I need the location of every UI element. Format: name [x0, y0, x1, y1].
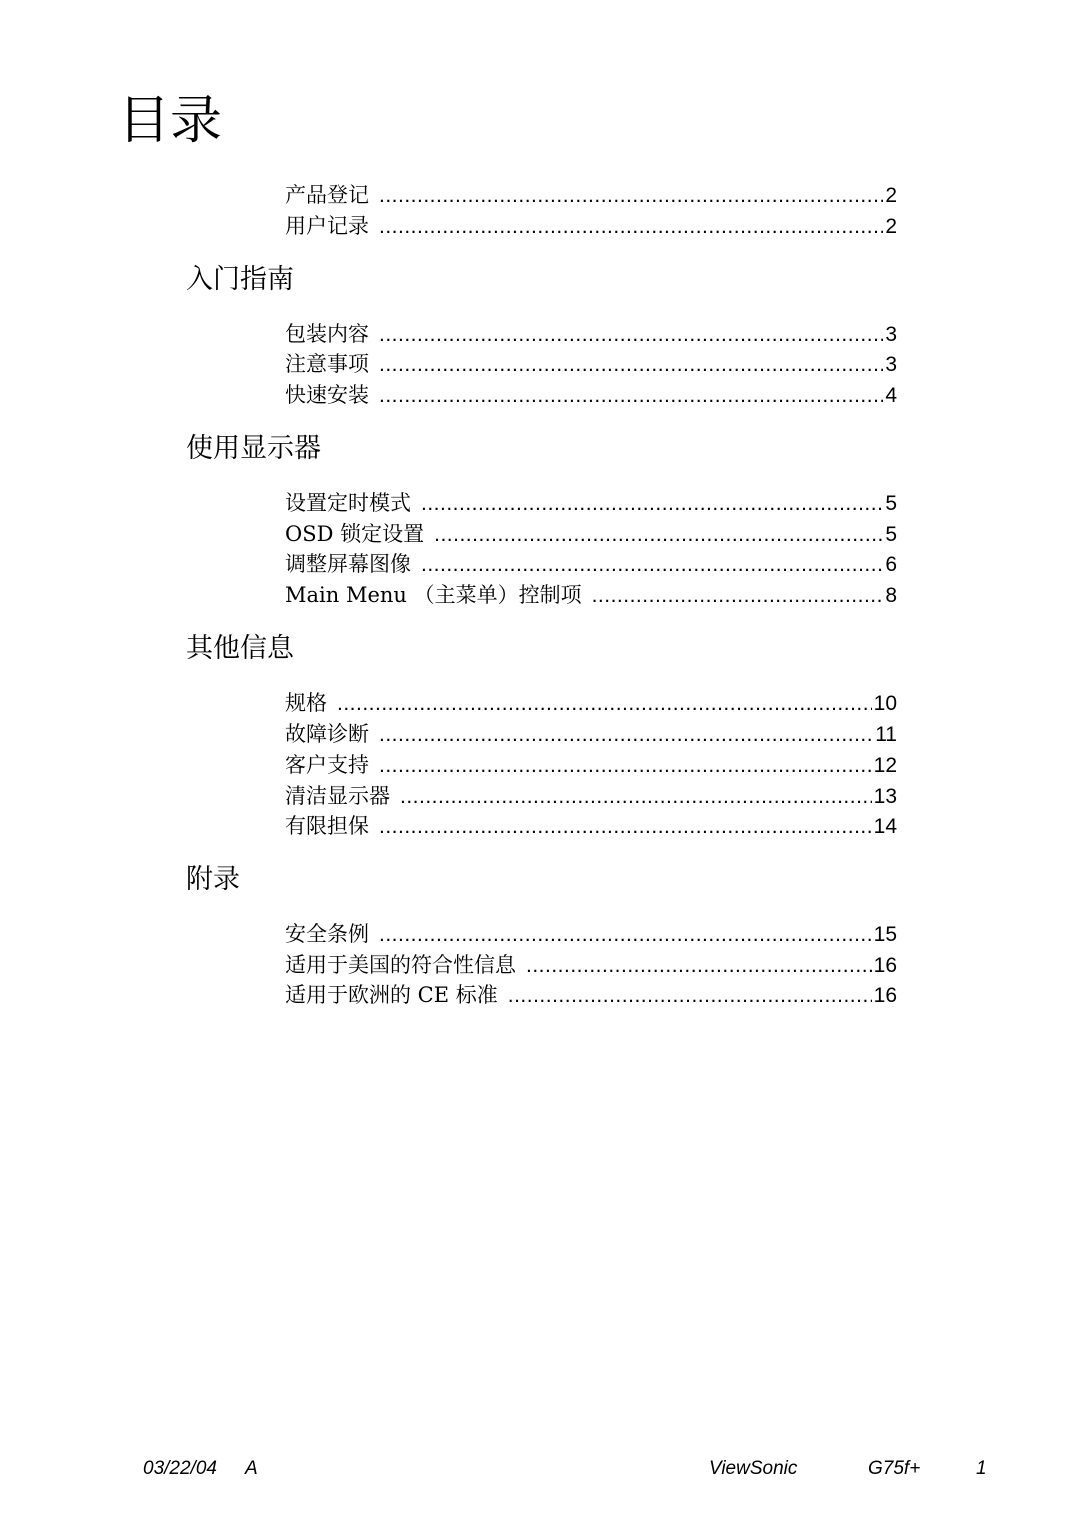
- dot-leader: [379, 351, 883, 379]
- toc-entry-precautions[interactable]: [285, 350, 897, 378]
- toc-page-number: 4: [885, 384, 897, 407]
- toc-entry-specifications[interactable]: [285, 689, 897, 717]
- toc-entry-main-menu-controls[interactable]: [285, 581, 897, 609]
- toc-entry-label: 规格: [285, 691, 327, 715]
- toc-entry-label: 包装内容: [285, 322, 369, 346]
- dot-leader: [379, 382, 883, 410]
- toc-page-number: 16: [873, 984, 897, 1007]
- footer-revision: A: [245, 1458, 258, 1479]
- section-heading-using-the-monitor: 使用显示器: [186, 433, 321, 464]
- dot-leader: [379, 213, 883, 241]
- toc-page-number: 8: [885, 584, 897, 607]
- toc-entry-label: 调整屏幕图像: [285, 552, 411, 576]
- toc-entry-ce-conformity[interactable]: [285, 981, 897, 1009]
- section-heading-appendix: 附录: [186, 864, 240, 895]
- dot-leader: [379, 921, 872, 949]
- dot-leader: [379, 182, 883, 210]
- toc-entry-label: 安全条例: [285, 922, 369, 946]
- dot-leader: [508, 982, 872, 1010]
- toc-page-number: 2: [885, 184, 897, 207]
- toc-entry-quick-installation[interactable]: [285, 381, 897, 409]
- section-heading-getting-started: 入门指南: [186, 264, 294, 295]
- toc-page-number: 2: [885, 215, 897, 238]
- toc-page-number: 3: [885, 323, 897, 346]
- toc-page-number: 15: [873, 923, 897, 946]
- toc-page-number: 13: [873, 785, 897, 808]
- toc-entry-label: 客户支持: [285, 753, 369, 777]
- toc-entry-troubleshooting[interactable]: [285, 720, 897, 748]
- toc-entry-label: 产品登记: [285, 183, 369, 207]
- footer-brand: ViewSonic: [709, 1458, 798, 1479]
- dot-leader: [526, 952, 872, 980]
- toc-entry-label: OSD 锁定设置: [285, 522, 425, 546]
- dot-leader: [379, 721, 873, 749]
- toc-page-number: 6: [885, 553, 897, 576]
- dot-leader: [379, 813, 872, 841]
- dot-leader: [592, 582, 884, 610]
- toc-entry-label: Main Menu （主菜单）控制项: [285, 583, 582, 607]
- footer-page-number: 1: [976, 1458, 987, 1479]
- toc-page-number: 12: [873, 754, 897, 777]
- dot-leader: [421, 551, 883, 579]
- dot-leader: [434, 521, 883, 549]
- toc-entry-label: 适用于欧洲的 CE 标准: [285, 983, 498, 1007]
- toc-entry-label: 注意事项: [285, 352, 369, 376]
- toc-entry-label: 清洁显示器: [285, 784, 390, 808]
- toc-entry-us-compliance[interactable]: [285, 951, 897, 979]
- toc-entry-timing-mode[interactable]: [285, 489, 897, 517]
- toc-entry-label: 用户记录: [285, 214, 369, 238]
- toc-entry-user-record[interactable]: [285, 212, 897, 240]
- footer-model: G75f+: [868, 1458, 921, 1479]
- toc-page-number: 5: [885, 492, 897, 515]
- toc-entry-label: 有限担保: [285, 814, 369, 838]
- dot-leader: [400, 783, 872, 811]
- toc-entry-label: 适用于美国的符合性信息: [285, 953, 516, 977]
- toc-entry-package-contents[interactable]: [285, 320, 897, 348]
- toc-page-number: 5: [885, 523, 897, 546]
- page-title: 目录: [118, 91, 223, 151]
- toc-page-number: 10: [873, 692, 897, 715]
- dot-leader: [421, 490, 883, 518]
- toc-entry-safety-guidelines[interactable]: [285, 920, 897, 948]
- toc-entry-product-registration[interactable]: [285, 181, 897, 209]
- toc-entry-customer-support[interactable]: [285, 751, 897, 779]
- toc-entry-label: 设置定时模式: [285, 491, 411, 515]
- toc-entry-adjust-screen-image[interactable]: [285, 550, 897, 578]
- footer-date: 03/22/04: [143, 1458, 217, 1479]
- toc-page-number: 3: [885, 353, 897, 376]
- toc-page-number: 16: [873, 954, 897, 977]
- toc-page-number: 14: [873, 815, 897, 838]
- toc-entry-osd-lock[interactable]: [285, 520, 897, 548]
- toc-entry-limited-warranty[interactable]: [285, 812, 897, 840]
- dot-leader: [379, 752, 872, 780]
- dot-leader: [337, 690, 872, 718]
- toc-page-number: 11: [875, 723, 897, 746]
- toc-entry-label: 故障诊断: [285, 722, 369, 746]
- section-heading-other-information: 其他信息: [186, 633, 294, 664]
- dot-leader: [379, 321, 883, 349]
- toc-entry-cleaning-the-monitor[interactable]: [285, 782, 897, 810]
- toc-entry-label: 快速安装: [285, 383, 369, 407]
